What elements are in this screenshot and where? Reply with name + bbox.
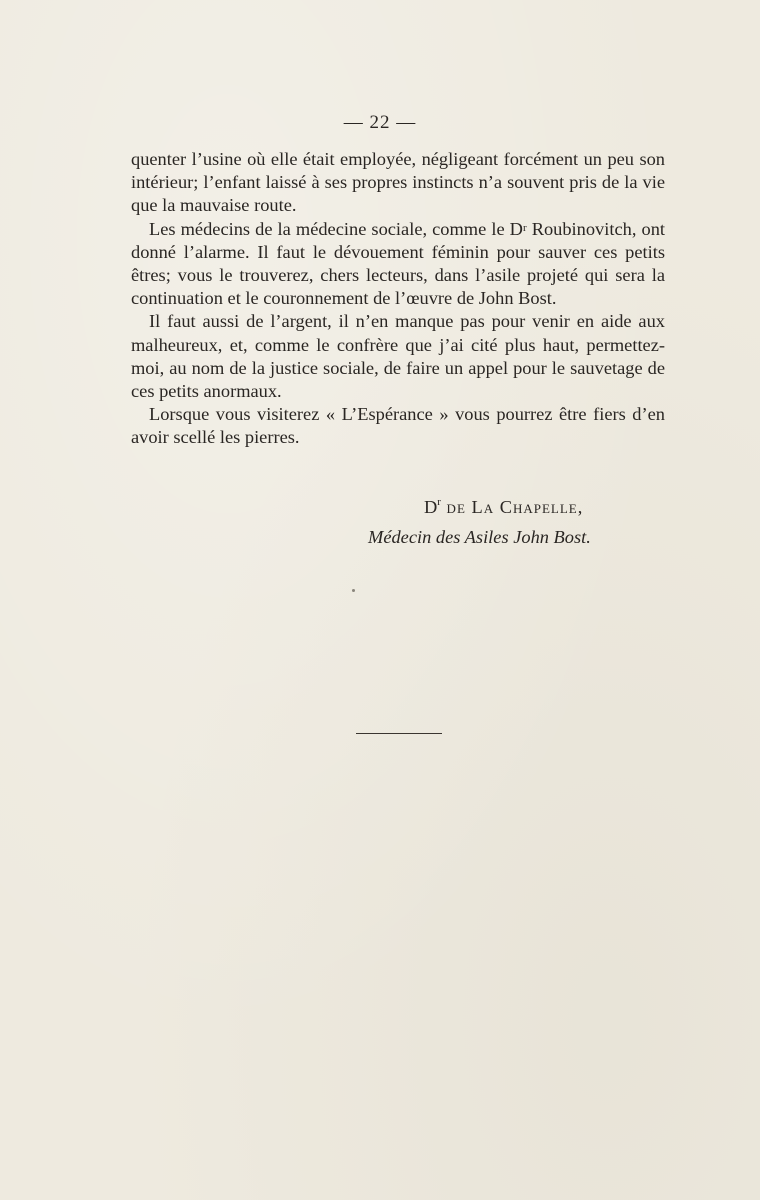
- paragraph-2: [131, 218, 665, 311]
- closing-rule: [356, 733, 442, 734]
- author-signature: [424, 497, 583, 518]
- body-text: [131, 148, 665, 450]
- author-name: de La Chapelle,: [440, 497, 584, 517]
- paragraph-3: Il faut aussi de l’argent, il n’en manque pas pour venir en aide aux malheureux, et, comme le confrère que j’ai cité plus haut, permettez-moi, au nom de la justice sociale, de faire un appel pour le sauvetage de ces petits anormaux.: [131, 311, 665, 402]
- paragraph-1: quenter l’usine où elle était employée, négligeant forcément un peu son intérieur; l’enfant laissé à ses propres instincts n’a souvent pris de la vie que la mauvaise route.: [131, 149, 665, 216]
- paragraph-2-superscript: r: [522, 221, 527, 234]
- paper-speck: [352, 589, 355, 592]
- paragraph-2-text-end: Roubinovitch, ont donné l’alarme. Il faut le dévouement féminin pour sauver ces petits êtres; vous le trouverez, chers lecteurs, dans l’asile projeté qui sera la continuation et le couronnement de l’œuvre de John Bost.: [131, 218, 665, 309]
- page-number: — 22 —: [343, 112, 417, 133]
- author-prefix: D: [424, 497, 438, 517]
- author-prefix-superscript: r: [437, 496, 441, 508]
- paragraph-2-text-start: Les médecins de la médecine sociale, comme le D: [149, 218, 523, 239]
- paragraph-4: Lorsque vous visiterez « L’Espérance » vous pourrez être fiers d’en avoir scellé les pierres.: [131, 404, 665, 448]
- author-title: Médecin des Asiles John Bost.: [368, 527, 591, 547]
